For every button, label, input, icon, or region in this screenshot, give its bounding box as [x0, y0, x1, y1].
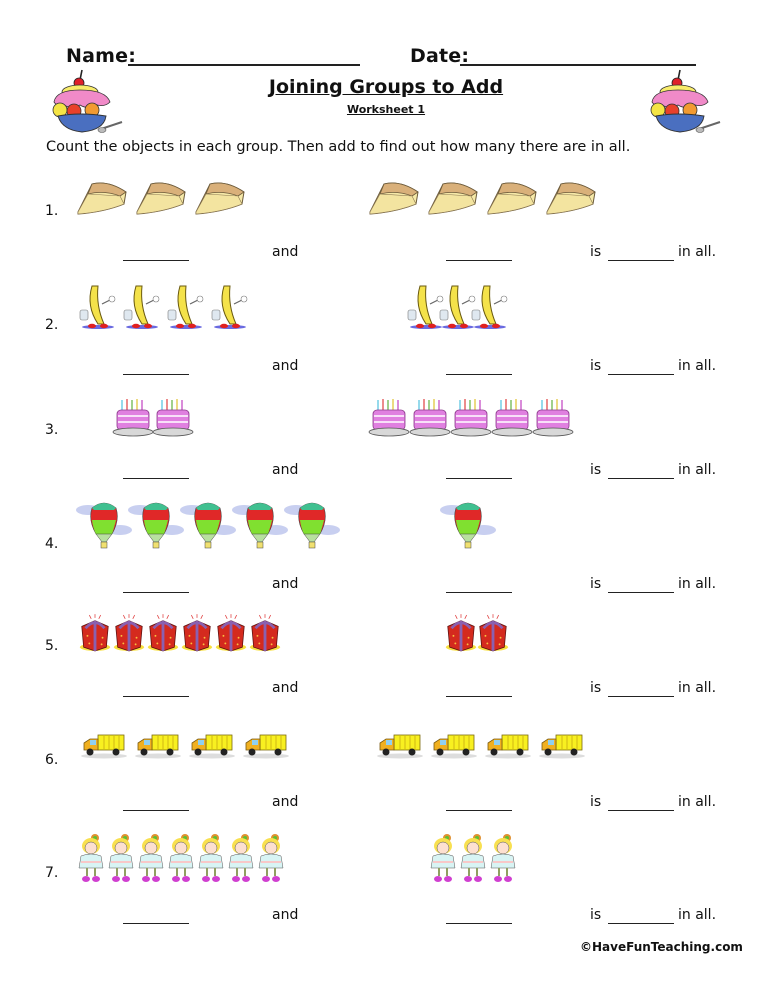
is-label: is: [590, 794, 602, 810]
total-blank[interactable]: [608, 374, 674, 375]
and-label: and: [272, 358, 299, 374]
girl-doll-icon: [488, 832, 518, 884]
and-label: and: [272, 680, 299, 696]
banana-character-icon: [208, 282, 252, 332]
birthday-cake-icon: [152, 396, 194, 438]
banana-character-icon: [164, 282, 208, 332]
and-label: and: [272, 794, 299, 810]
hot-air-balloon-icon: [128, 500, 184, 552]
date-label: Date:: [410, 45, 470, 67]
group-1: [76, 832, 286, 884]
problem-number: 2.: [45, 317, 59, 333]
total-blank[interactable]: [608, 592, 674, 593]
girl-doll-icon: [196, 832, 226, 884]
in-all-label: in all.: [678, 462, 717, 478]
and-label: and: [272, 907, 299, 923]
problem-number: 1.: [45, 203, 59, 219]
group-2: [440, 500, 496, 552]
page-title: Joining Groups to Add: [268, 76, 504, 98]
pie-slice-icon: [425, 178, 481, 218]
is-label: is: [590, 462, 602, 478]
is-label: is: [590, 907, 602, 923]
pie-slice-icon: [366, 178, 422, 218]
name-label: Name:: [66, 45, 137, 67]
problem-number: 4.: [45, 536, 59, 552]
dump-truck-icon: [242, 731, 290, 759]
gift-box-icon: [146, 612, 180, 654]
total-blank[interactable]: [608, 696, 674, 697]
birthday-cake-icon: [532, 396, 574, 438]
total-blank[interactable]: [608, 478, 674, 479]
group-1-count-blank[interactable]: [123, 374, 189, 375]
gift-box-icon: [78, 612, 112, 654]
hot-air-balloon-icon: [180, 500, 236, 552]
birthday-cake-icon: [409, 396, 451, 438]
gift-box-icon: [214, 612, 248, 654]
total-blank[interactable]: [608, 923, 674, 924]
page-subtitle: Worksheet 1: [346, 103, 426, 116]
group-1: [80, 731, 290, 759]
banana-character-icon: [120, 282, 164, 332]
is-label: is: [590, 244, 602, 260]
pie-slice-icon: [543, 178, 599, 218]
group-2-count-blank[interactable]: [446, 923, 512, 924]
group-1-count-blank[interactable]: [123, 923, 189, 924]
pie-slice-icon: [133, 178, 189, 218]
group-1-count-blank[interactable]: [123, 810, 189, 811]
group-2-count-blank[interactable]: [446, 696, 512, 697]
birthday-cake-icon: [491, 396, 533, 438]
gift-box-icon: [444, 612, 478, 654]
name-field[interactable]: [128, 64, 360, 66]
gift-box-icon: [248, 612, 282, 654]
group-1: [76, 282, 252, 332]
group-1: [76, 500, 340, 552]
birthday-cake-icon: [112, 396, 154, 438]
birthday-cake-icon: [368, 396, 410, 438]
gift-box-icon: [476, 612, 510, 654]
pie-slice-icon: [484, 178, 540, 218]
and-label: and: [272, 462, 299, 478]
girl-doll-icon: [106, 832, 136, 884]
dump-truck-icon: [134, 731, 182, 759]
group-1: [78, 612, 282, 654]
in-all-label: in all.: [678, 680, 717, 696]
hot-air-balloon-icon: [284, 500, 340, 552]
group-2-count-blank[interactable]: [446, 374, 512, 375]
group-2: [404, 282, 512, 332]
gift-box-icon: [112, 612, 146, 654]
group-1-count-blank[interactable]: [123, 260, 189, 261]
group-2: [428, 832, 518, 884]
dump-truck-icon: [484, 731, 532, 759]
group-2: [376, 731, 586, 759]
dump-truck-icon: [430, 731, 478, 759]
group-1-count-blank[interactable]: [123, 696, 189, 697]
girl-doll-icon: [458, 832, 488, 884]
is-label: is: [590, 680, 602, 696]
birthday-cake-icon: [450, 396, 492, 438]
problem-number: 3.: [45, 422, 59, 438]
girl-doll-icon: [226, 832, 256, 884]
instructions: Count the objects in each group. Then add to find out how many there are in all.: [46, 139, 631, 155]
hot-air-balloon-icon: [76, 500, 132, 552]
girl-doll-icon: [428, 832, 458, 884]
in-all-label: in all.: [678, 244, 717, 260]
dump-truck-icon: [538, 731, 586, 759]
hot-air-balloon-icon: [440, 500, 496, 552]
problem-number: 5.: [45, 638, 59, 654]
group-2-count-blank[interactable]: [446, 810, 512, 811]
in-all-label: in all.: [678, 358, 717, 374]
pie-slice-icon: [192, 178, 248, 218]
group-2-count-blank[interactable]: [446, 592, 512, 593]
and-label: and: [272, 244, 299, 260]
girl-doll-icon: [136, 832, 166, 884]
group-1-count-blank[interactable]: [123, 478, 189, 479]
group-1: [74, 178, 248, 218]
dump-truck-icon: [80, 731, 128, 759]
problem-number: 6.: [45, 752, 59, 768]
dump-truck-icon: [188, 731, 236, 759]
total-blank[interactable]: [608, 810, 674, 811]
banana-character-icon: [468, 282, 512, 332]
in-all-label: in all.: [678, 576, 717, 592]
problem-number: 7.: [45, 865, 59, 881]
in-all-label: in all.: [678, 907, 717, 923]
pie-slice-icon: [74, 178, 130, 218]
group-2-count-blank[interactable]: [446, 478, 512, 479]
banana-character-icon: [76, 282, 120, 332]
group-1: [112, 396, 194, 438]
gift-box-icon: [180, 612, 214, 654]
is-label: is: [590, 358, 602, 374]
group-1-count-blank[interactable]: [123, 592, 189, 593]
girl-doll-icon: [256, 832, 286, 884]
girl-doll-icon: [166, 832, 196, 884]
and-label: and: [272, 576, 299, 592]
hot-air-balloon-icon: [232, 500, 288, 552]
group-2: [444, 612, 510, 654]
in-all-label: in all.: [678, 794, 717, 810]
group-2: [368, 396, 574, 438]
is-label: is: [590, 576, 602, 592]
dump-truck-icon: [376, 731, 424, 759]
date-field[interactable]: [460, 64, 696, 66]
group-2-count-blank[interactable]: [446, 260, 512, 261]
group-2: [366, 178, 599, 218]
copyright: ©HaveFunTeaching.com: [580, 940, 743, 954]
girl-doll-icon: [76, 832, 106, 884]
total-blank[interactable]: [608, 260, 674, 261]
